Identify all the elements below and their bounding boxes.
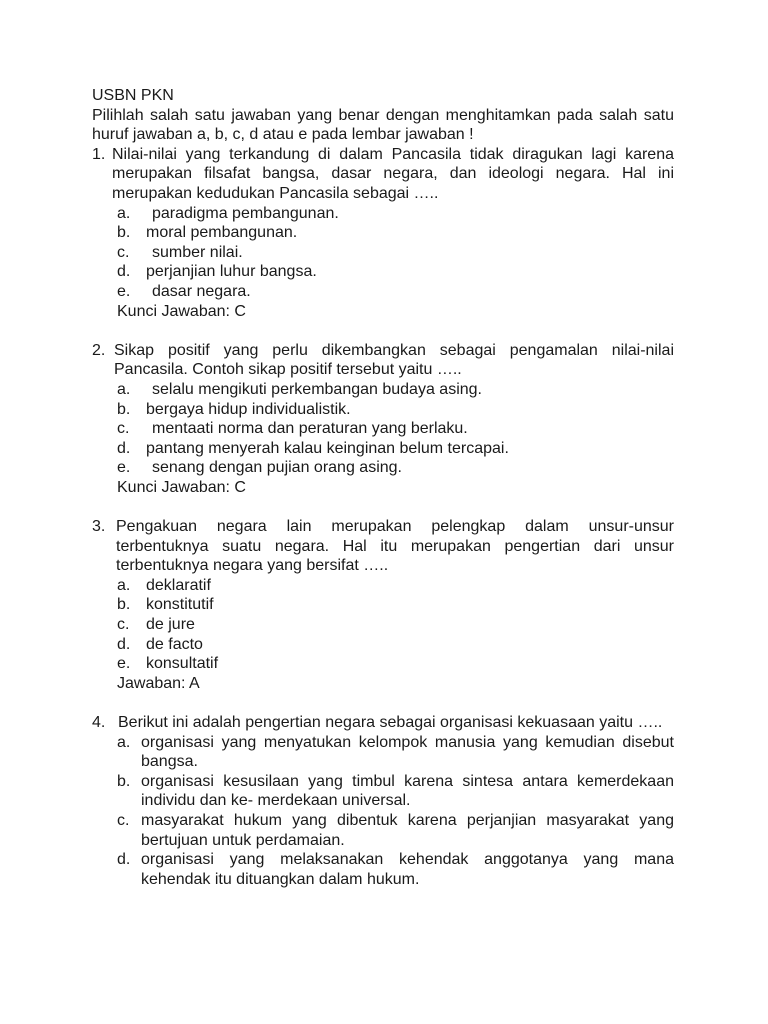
question-text: Nilai-nilai yang terkandung di dalam Pancasila tidak diragukan lagi karena merupakan filsafat bangsa, dasar negara, dan ideologi negara. Hal ini merupakan kedudukan Pancasila sebagai ….. <box>112 145 674 202</box>
option-c <box>117 419 674 439</box>
question-3 <box>92 517 674 693</box>
option-text: paradigma pembangunan. <box>152 204 339 222</box>
option-b <box>117 595 674 615</box>
option-d <box>117 439 674 459</box>
option-letter: b. <box>117 224 131 242</box>
option-b <box>117 400 674 420</box>
option-list <box>117 733 674 890</box>
option-text: sumber nilai. <box>152 243 243 261</box>
document-title: USBN PKN <box>92 87 174 104</box>
question-number: 4. <box>92 714 106 731</box>
option-a <box>117 576 674 596</box>
option-text: pantang menyerah kalau keinginan belum tercapai. <box>146 439 509 457</box>
question-text: Berikut ini adalah pengertian negara sebagai organisasi kekuasaan yaitu ….. <box>118 714 663 731</box>
option-d <box>117 635 674 655</box>
question-1 <box>92 145 674 321</box>
option-c <box>117 811 674 850</box>
option-text: mentaati norma dan peraturan yang berlaku. <box>152 420 468 438</box>
option-d <box>117 850 674 889</box>
option-letter: c. <box>117 420 130 438</box>
option-letter: c. <box>117 243 130 261</box>
option-letter: a. <box>117 380 131 398</box>
option-a <box>117 380 674 400</box>
option-text: perjanjian luhur bangsa. <box>146 263 317 281</box>
option-c <box>117 615 674 635</box>
option-letter: a. <box>117 576 131 594</box>
option-e <box>117 458 674 478</box>
option-letter: b. <box>117 772 131 790</box>
option-letter: a. <box>117 733 131 751</box>
option-b <box>117 772 674 811</box>
option-text: organisasi kesusilaan yang timbul karena sintesa antara kemerdekaan individu dan ke- merdekaan universal. <box>141 772 674 810</box>
option-text: moral pembangunan. <box>146 224 298 242</box>
option-list <box>117 204 674 302</box>
question-number: 2. <box>92 341 106 359</box>
option-letter: d. <box>117 439 131 457</box>
option-letter: b. <box>117 596 131 614</box>
question-2 <box>92 341 674 498</box>
option-text: konstitutif <box>146 596 214 614</box>
option-letter: b. <box>117 400 131 418</box>
option-text: dasar negara. <box>152 282 251 300</box>
option-c <box>117 243 674 263</box>
option-b <box>117 223 674 243</box>
question-text: Sikap positif yang perlu dikembangkan sebagai pengamalan nilai-nilai Pancasila. Contoh sikap positif tersebut yaitu ….. <box>114 341 674 379</box>
option-text: de facto <box>146 635 203 653</box>
option-letter: e. <box>117 459 131 477</box>
option-text: deklaratif <box>146 576 211 594</box>
option-letter: e. <box>117 655 131 673</box>
option-letter: d. <box>117 263 131 281</box>
answer-key: Kunci Jawaban: C <box>117 302 246 320</box>
option-d <box>117 262 674 282</box>
option-a <box>117 204 674 224</box>
option-text: masyarakat hukum yang dibentuk karena perjanjian masyarakat yang bertujuan untuk perdamaian. <box>141 811 674 849</box>
option-letter: e. <box>117 282 131 300</box>
question-number: 3. <box>92 518 106 536</box>
option-letter: c. <box>117 811 130 829</box>
answer-key: Kunci Jawaban: C <box>117 478 246 496</box>
question-number: 1. <box>92 145 106 163</box>
option-text: bergaya hidup individualistik. <box>146 400 351 418</box>
option-letter: a. <box>117 204 131 222</box>
option-e <box>117 654 674 674</box>
option-letter: c. <box>117 616 130 634</box>
option-text: selalu mengikuti perkembangan budaya asing. <box>152 380 482 398</box>
option-list <box>117 380 674 478</box>
option-text: konsultatif <box>146 655 219 673</box>
option-text: organisasi yang menyatukan kelompok manusia yang kemudian disebut bangsa. <box>141 733 674 771</box>
option-letter: d. <box>117 851 131 869</box>
option-e <box>117 282 674 302</box>
question-text: Pengakuan negara lain merupakan pelengkap dalam unsur-unsur terbentuknya suatu negara. Hal itu merupakan pengertian dari unsur terbentuknya negara yang bersifat ….. <box>116 518 674 575</box>
option-text: senang dengan pujian orang asing. <box>152 459 402 477</box>
question-4 <box>92 713 674 889</box>
option-letter: d. <box>117 635 131 653</box>
answer-key: Jawaban: A <box>117 674 200 692</box>
option-a <box>117 733 674 772</box>
instruction-text: Pilihlah salah satu jawaban yang benar dengan menghitamkan pada salah satu huruf jawaban a, b, c, d atau e pada lembar jawaban ! <box>92 106 674 144</box>
option-text: organisasi yang melaksanakan kehendak anggotanya yang mana kehendak itu dituangkan dalam hukum. <box>141 851 674 888</box>
document-content <box>92 86 674 889</box>
option-list <box>117 576 674 674</box>
option-text: de jure <box>146 616 195 634</box>
